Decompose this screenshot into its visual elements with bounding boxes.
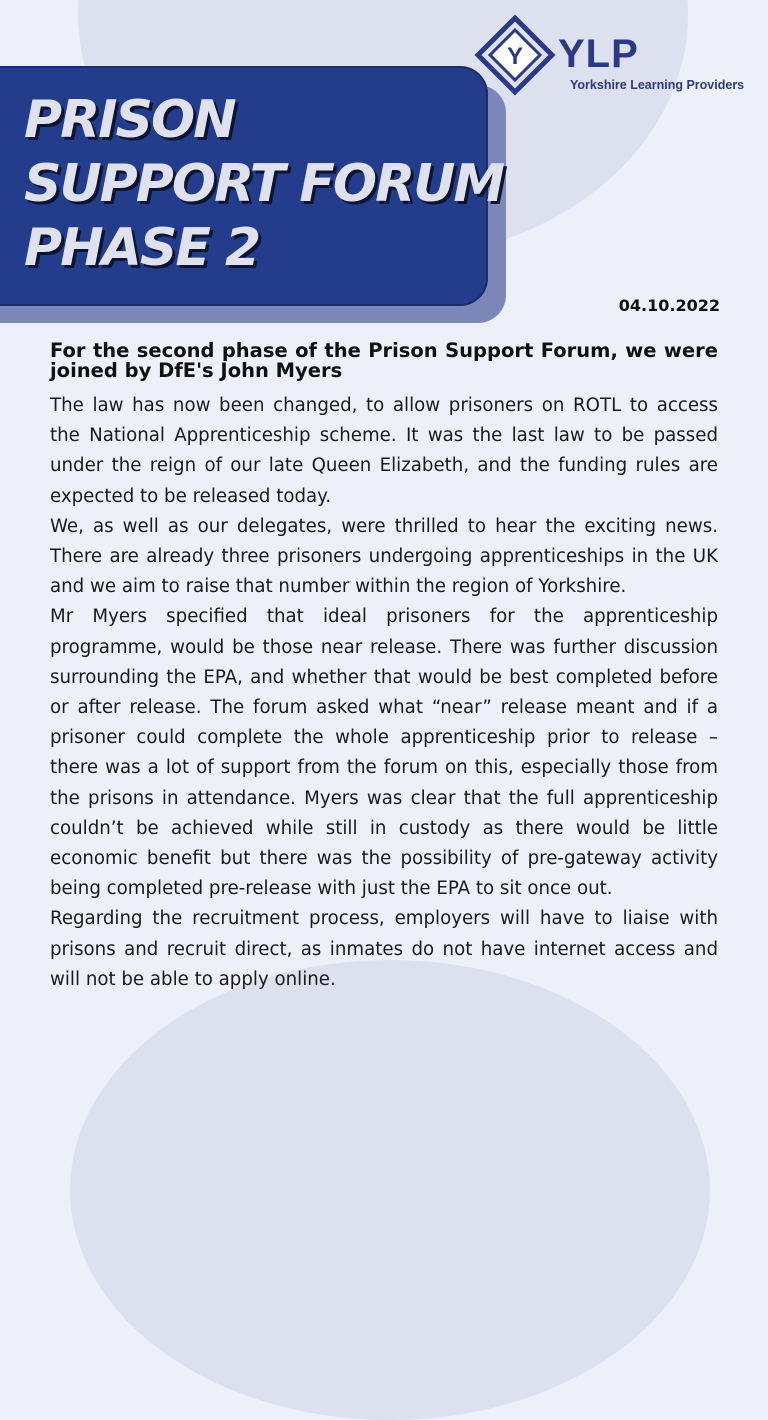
ylp-logo <box>474 14 764 100</box>
article-body <box>50 341 718 995</box>
paragraph-1: The law has now been changed, to allow prisoners on ROTL to access the National Apprenticeship scheme. It was the last law to be passed under the reign of our late Queen Elizabeth, and the funding rules are expected to be released today. <box>50 395 718 507</box>
logo-name: YLP <box>558 32 639 76</box>
paragraph-3: Mr Myers specified that ideal prisoners for the apprenticeship programme, would be those near release. There was further discussion surrounding the EPA, and whether that would be best completed before or after release. The forum asked what “near” release meant and if a prisoner could complete the whole apprenticeship prior to release – there was a lot of support from the forum on this, especially those from the prisons in attendance. Myers was clear that the full apprenticeship couldn’t be achieved while still in custody as there would be little economic benefit but there was the possibility of pre-gateway activity being completed pre-release with just the EPA to sit once out. <box>50 606 718 900</box>
logo-subtitle: Yorkshire Learning Providers <box>570 78 745 92</box>
paragraph-2: We, as well as our delegates, were thrilled to hear the exciting news. There are already three prisoners undergoing apprenticeships in the UK and we aim to raise that number within the region of Yorkshire. <box>50 515 718 598</box>
title-line-3: PHASE 2 <box>24 218 260 278</box>
page-title <box>24 88 503 280</box>
title-line-1: PRISON <box>24 90 235 150</box>
paragraph-4: Regarding the recruitment process, employers will have to liaise with prisons and recruit direct, as inmates do not have internet access and will not be able to apply online. <box>50 908 718 990</box>
title-line-2: SUPPORT FORUM <box>24 154 504 214</box>
publish-date: 04.10.2022 <box>618 296 720 315</box>
logo-letter: Y <box>506 43 524 70</box>
background-circle-bottom <box>70 960 710 1420</box>
article-heading: For the second phase of the Prison Support Forum, we were joined by DfE's John Myers <box>50 339 718 382</box>
